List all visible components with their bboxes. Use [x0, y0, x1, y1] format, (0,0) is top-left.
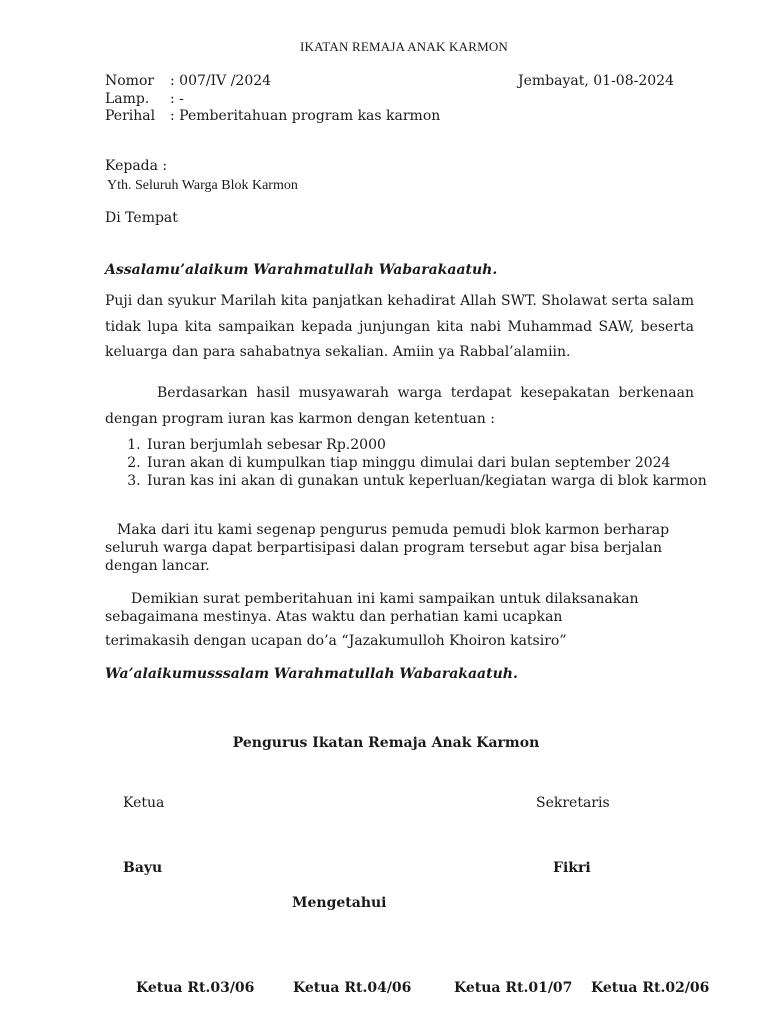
nomor-label: Nomor: [105, 73, 155, 89]
rt-ketua-1: Ketua Rt.03/06: [136, 980, 255, 996]
list-item: 3. Iuran kas ini akan di gunakan untuk keperluan/kegiatan warga di blok karmon: [145, 472, 707, 490]
ketua-name: Bayu: [123, 860, 163, 876]
provisions-list: [105, 436, 707, 490]
closing-greeting: Wa’alaikumusssalam Warahmatullah Wabarakaatuh.: [105, 666, 518, 682]
list-item: 1. Iuran berjumlah sebesar Rp.2000: [145, 436, 707, 454]
mengetahui-label: Mengetahui: [292, 895, 387, 911]
sekretaris-label: Sekretaris: [536, 795, 610, 811]
rt-ketua-3: Ketua Rt.01/07: [454, 980, 573, 996]
perihal-label: Perihal: [105, 108, 156, 124]
recipient-kepada: Kepada :: [105, 158, 168, 174]
perihal-value: : Pemberitahuan program kas karmon: [170, 108, 441, 124]
lamp-label: Lamp.: [105, 91, 150, 107]
signature-title: Pengurus Ikatan Remaja Anak Karmon: [232, 735, 540, 751]
paragraph-decision: Berdasarkan hasil musyawarah warga terdapat kesepakatan berkenaan dengan program iuran kas karmon dengan ketentuan :: [105, 385, 694, 427]
ketua-label: Ketua: [123, 795, 165, 811]
rt-ketua-4: Ketua Rt.02/06: [591, 980, 710, 996]
paragraph-closing: Demikian surat pemberitahuan ini kami sampaikan untuk dilaksanakan sebagaimana mestinya. Atas waktu dan perhatian kami ucapkan: [105, 591, 639, 625]
opening-greeting: Assalamu’alaikum Warahmatullah Wabarakaatuh.: [105, 262, 498, 278]
lamp-value: : -: [170, 91, 184, 107]
recipient-place: Di Tempat: [105, 210, 178, 226]
sekretaris-name: Fikri: [553, 860, 591, 876]
list-item: 2. Iuran akan di kumpulkan tiap minggu dimulai dari bulan september 2024: [145, 454, 707, 472]
paragraph-intro: Puji dan syukur Marilah kita panjatkan kehadirat Allah SWT. Sholawat serta salam tidak lupa kita sampaikan kepada junjungan kita nabi Muhammad SAW, beserta keluarga dan para sahabatnya sekalian. Amiin ya Rabbal’alamiin.: [105, 293, 694, 360]
nomor-value: : 007/IV /2024: [170, 73, 272, 89]
paragraph-hope: Maka dari itu kami segenap pengurus pemuda pemudi blok karmon berharap seluruh warga dapat berpartisipasi dalan program tersebut agar bisa berjalan dengan lancar.: [105, 522, 670, 574]
paragraph-prayer: terimakasih dengan ucapan do’a “Jazakumulloh Khoiron katsiro”: [105, 633, 567, 649]
rt-ketua-2: Ketua Rt.04/06: [293, 980, 412, 996]
recipient-yth: Yth. Seluruh Warga Blok Karmon: [107, 178, 298, 193]
letter-date: Jembayat, 01-08-2024: [518, 73, 674, 89]
letterhead: IKATAN REMAJA ANAK KARMON: [300, 39, 508, 54]
